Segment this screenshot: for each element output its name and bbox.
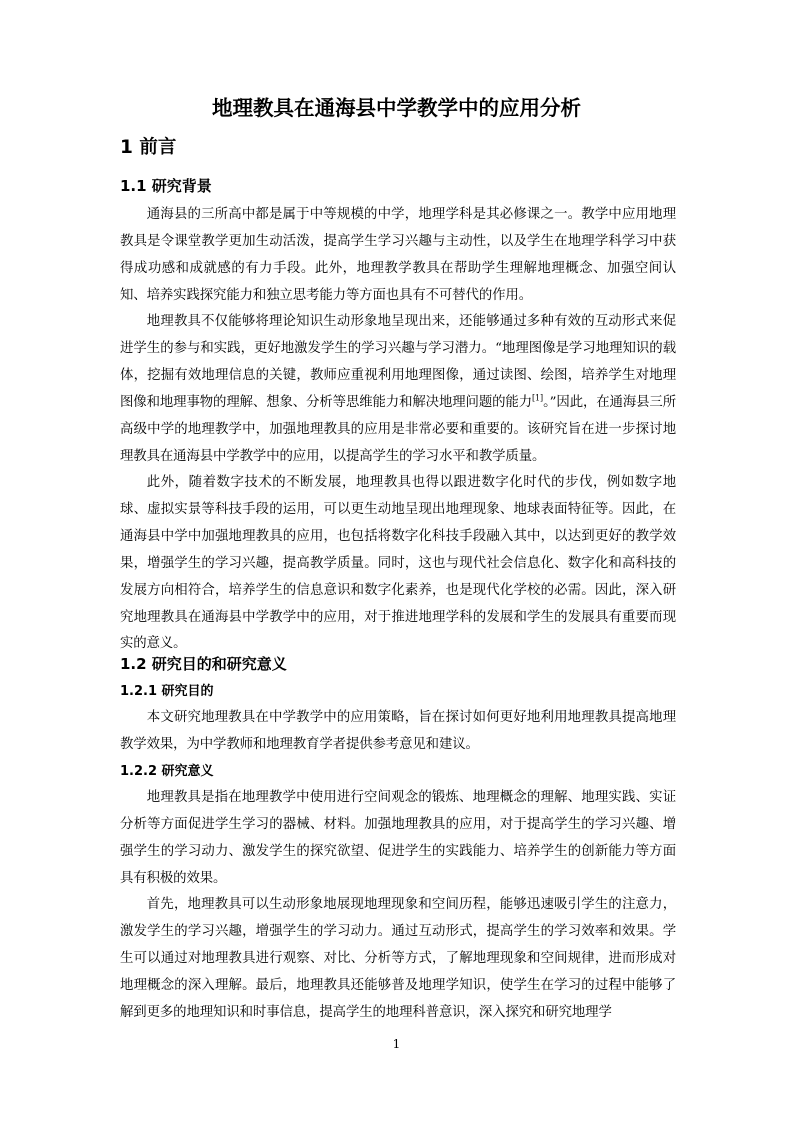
paragraph-background-1: 通海县的三所高中都是属于中等规模的中学，地理学科是其必修课之一。教学中应用地理教具是令课堂教学更加生动活泼，提高学生学习兴趣与主动性，以及学生在地理学科学习中获得成功感和成就感的有力手段。此外，地理教学教具在帮助学生理解地理概念、加强空间认知、培养实践探究能力和独立思考能力等方面也具有不可替代的作用。 (120, 207, 676, 303)
paragraph-text: 。”因此，在通海县三所高级中学的地理教学中，加强地理教具的应用是非常必要和重要的。该研究旨在进一步探讨地理教具在通海县中学教学中的应用，以提高学生的学习水平和教学质量。 (120, 394, 677, 464)
citation-marker: [1] (532, 393, 544, 403)
subsubsection-heading-significance: 1.2.2 研究意义 (120, 764, 214, 779)
section-heading-preface: 1 前言 (120, 137, 177, 158)
subsubsection-heading-purpose: 1.2.1 研究目的 (120, 684, 214, 699)
subsection-heading-purpose-significance: 1.2 研究目的和研究意义 (120, 655, 287, 673)
page-number: 1 (392, 1037, 401, 1051)
paragraph-text: 地理教具不仅能够将理论知识生动形象地呈现出来，还能够通过多种有效的互动形式来促进学生的参与和实践，更好地激发学生的学习兴趣与学习潜力。“地理图像是学习地理知识的载体，挖掘有效地理信息的关键，教师应重视利用地理图像，通过读图、绘图，培养学生对地理图像和地理事物的理解、想象、分析等思维能力和解决地理问题的能力 (120, 314, 676, 410)
paragraph-significance-2: 首先，地理教具可以生动形象地展现地理现象和空间历程，能够迅速吸引学生的注意力，激发学生的学习兴趣，增强学生的学习动力。通过互动形式，提高学生的学习效率和效果。学生可以通过对地理教具进行观察、对比、分析等方式，了解地理现象和空间规律，进而形成对地理概念的深入理解。最后，地理教具还能够普及地理学知识，使学生在学习的过程中能够了解到更多的地理知识和时事信息，提高学生的地理科普意识，深入探究和研究地理学 (120, 897, 676, 1020)
paragraph-significance-1: 地理教具是指在地理教学中使用进行空间观念的锻炼、地理概念的理解、地理实践、实证分析等方面促进学生学习的器械、材料。加强地理教具的应用，对于提高学生的学习兴趣、增强学生的学习动力、激发学生的探究欲望、促进学生的实践能力、培养学生的创新能力等方面具有积极的效果。 (120, 790, 676, 886)
paragraph-background-2 (120, 309, 676, 470)
paragraph-purpose: 本文研究地理教具在中学教学中的应用策略，旨在探讨如何更好地利用地理教具提高地理教学效果，为中学教师和地理教育学者提供参考意见和建议。 (120, 710, 676, 752)
paragraph-background-3: 此外，随着数字技术的不断发展，地理教具也得以跟进数字化时代的步伐，例如数字地球、虚拟实景等科技手段的运用，可以更生动地呈现出地理现象、地球表面特征等。因此，在通海县中学中加强地理教具的应用，也包括将数字化科技手段融入其中，以达到更好的教学效果，增强学生的学习兴趣，提高教学质量。同时，这也与现代社会信息化、数字化和高科技的发展方向相符合，培养学生的信息意识和数字化素养，也是现代化学校的必需。因此，深入研究地理教具在通海县中学教学中的应用，对于推进地理学科的发展和学生的发展具有重要而现实的意义。 (120, 475, 676, 652)
subsection-heading-background: 1.1 研究背景 (120, 177, 212, 195)
document-title: 地理教具在通海县中学教学中的应用分析 (212, 96, 581, 120)
